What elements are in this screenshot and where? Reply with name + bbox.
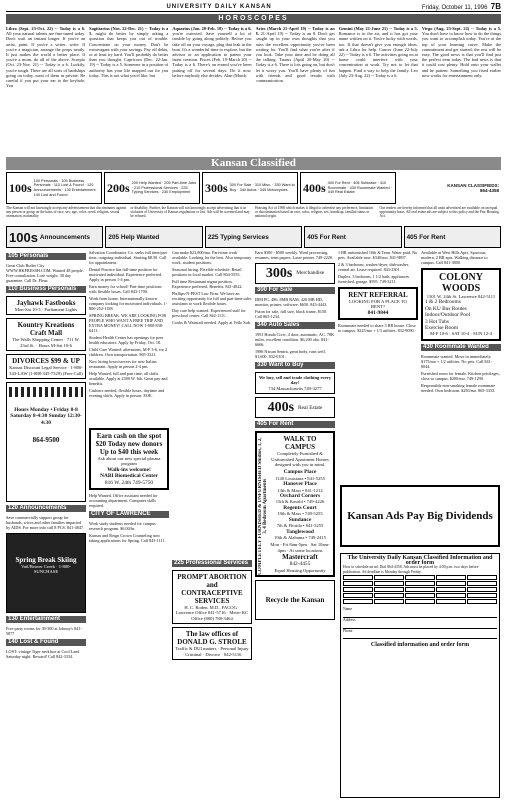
listing: Earn $300 - $500 weekly. Word processing, resumes, term papers. Laser printer. 749-2220. xyxy=(255,250,334,260)
colony-woods-ad: COLONY WOODS 1301 W. 24th St. Lawrence 842-5111 1 & 2 Bedrooms On KU Bus Routes Indoor/Outdoor Pool 3 Hot Tubs Exercise Room M-F 10-6 · SAT 10-4 · SUN 12-4 xyxy=(421,268,501,341)
ad-box: Hours Monday • Friday 8-8 Saturday 8-4:30 Sunday 12:30-4:30 864-9500 xyxy=(6,382,86,502)
subheading: CITY OF LAWRENCE xyxy=(89,511,169,518)
listing: Student Health Center has openings for peer health educators. Apply by Friday, Oct. 18. xyxy=(89,335,164,345)
category-300s[interactable]: 300s 300 For Sale · 310 Misc. · 330 Want to Buy · 340 Autos · 345 Motorcycles xyxy=(202,172,298,204)
ad-box: Jayhawk Fastbooks Mon-Sat 10-5 · Parliament Lights xyxy=(6,296,86,315)
listing: Roommate wanted. Move in immediately. $175/mo + 1/2 utilities. No pets. Call 841-0044. xyxy=(421,353,493,369)
listing: Work study students needed for campus research program. $6.00/hr. xyxy=(89,521,156,532)
section-header: 205 Help Wanted xyxy=(105,226,202,248)
listing: Work from home. Internationally known company looking for motivated individuals. 1-800-252-1188. xyxy=(89,296,168,311)
column-2 xyxy=(89,250,169,795)
listing: Phillips-N-PEST Law Firm. We have an exciting opportunity for full and part-time sales assistants to work flexible hours. xyxy=(172,291,252,306)
classified-title: Kansan Classified xyxy=(6,157,501,170)
subheading: 330 Want to Buy xyxy=(255,362,335,369)
walk-to-campus-ad: COMPLETELY FURNISHED & UNFURNISHED Studios, 1, 2, 3, 4 Bedroom Apartments WALK TO CAMPUS Completely Furnished & Unfurnished Apartment Homes designed with you in mind. Campus Place 1140 Louisiana • 841-5255 Hanover Place 14th & Mass • 841-1212 Orchard Corners 15th & Kasold • 749-4226 Regents Court 19th & Mass • 749-5255 Sundance 7th & Florida • 841-5255 Tanglewood 19th & Alabama • 749-2415 Mon - Fri 8am-5pm · Sat 10am-4pm · At some locations Mastercraft 842-4455 Equal Housing Opportunity xyxy=(255,431,335,577)
word-grid[interactable] xyxy=(343,575,497,580)
listing: Kansas and Reign Crown Counseling now taking applications for Spring. Call 843-1111. xyxy=(89,533,166,544)
listing: 1991 Honda Civic, 4 door, automatic, AC, 78K miles, excellent condition. $6,200 obo. 841-6666. xyxy=(255,332,335,347)
listing: LOST: vintage Tiger necklace at Cool Land Saturday night. Reward! Call 842-3334. xyxy=(6,649,80,660)
column-4 xyxy=(255,250,335,795)
listing: Earn money for school! Part-time positions with flexible hours. Call 843-1700. xyxy=(89,284,162,294)
listing: Can make $23,000/mo. Part-time work available. Looking for the best. Also temporary work, student positions. xyxy=(172,250,252,265)
column-1 xyxy=(6,250,86,795)
listing: Cashiers needed, flexible hours, daytime and evening shifts. Apply in person. EOE. xyxy=(89,388,165,398)
listing: Duplex. 3 bedroom, 1 1/2 bath, appliances furnished, garage. $595. 749-3211. xyxy=(338,274,410,284)
listing: Roommate needed to share 3 BR house. Close to campus. $225/mo + 1/3 utilities. 832-9090. xyxy=(338,323,416,334)
phone-field[interactable] xyxy=(343,633,497,639)
ad-box: 400s Real Estate xyxy=(255,397,335,418)
listing: Dental Practice has full-time position for motivated individual. Experience preferred. Apply in person 1-4 pm. xyxy=(89,267,163,282)
subheading: 225 Professional Services xyxy=(172,560,252,567)
section-header: 405 For Rent xyxy=(404,226,501,248)
decorative-stripe xyxy=(9,387,83,397)
horoscope-column: Virgo (Aug. 23-Sept. 22) -- Today is a 5. You don't have to know how to do the things you want to accomplish today. You're at the top of your learning curve. Make the commitment and get started; the rest will be easy. The good news is that you'll find just the perfect item today. The bad news is that it could cost plenty. Hold onto your wallet and be patient. Something you fixed earlier now works for entertainment only. xyxy=(421,26,502,78)
page-number: 7B xyxy=(490,2,501,11)
rent-referral-ad: RENT REFERRAL LOOKING FOR A PLACE TO RENT? 841-9844 xyxy=(338,287,418,320)
listing: Help Wanted. Office assistant needed for accounting department. Computer skills required. xyxy=(89,493,158,509)
ad-policy: The Kansan will not knowingly accept any advertisement that discriminates against any person or group on the basis of race, sex, age, color, creed, religion, sexual orientation, nationality or disability. Further, the Kansan will not knowingly accept advertising that is in violation of University of Kansas regulations or law. Ads will be screened and may be refused. Housing Act of 1968 which makes it illegal to advertise any preference, limitation or discrimination based on race, color, religion, sex, handicap, familial status or national origin. Our readers are hereby informed that all units advertised are available on an equal opportunity basis. All real estate ads are subject to this policy and the Fair Housing Act. xyxy=(6,206,499,219)
masthead xyxy=(6,2,501,12)
ad-box: Kountry Kreations Craft Mall The Walls Shopping Center · 711 W. 23rd St. · Hours M-Sat 10-6 xyxy=(6,318,86,351)
listing: Salvation Coordinator. Co. seeks full time/part time, outgoing individual. Starting $8.50. Call for appointment. xyxy=(89,250,168,265)
listing: SPRING BREAK. WE ARE LOOKING FOR PEOPLE WHO WANT A FREE TRIP AND EXTRA MONEY! CALL NOW 1-800-838-6411. xyxy=(89,313,167,333)
listing: Available at West Hills Apts. Spacious, modern, 2 BR apts. Walking distance to campus. Call 841-3800. xyxy=(421,250,488,265)
dividends-ad: Kansan Ads Pay Big Dividends xyxy=(340,485,500,547)
column-3 xyxy=(172,250,252,795)
horoscope-column: Gemini (May 21-June 21) -- Today is a 5. Romance is in the air, and it has got your name written on it. You're lucky with words, too. If that doesn't give you enough ideas, ask a Libra for help. Cancer (June 22-July 22) -- Today is a 6. The activities going on at home could interfere with your concentration at work. Try not to let that happen. Find a way to help the family. Leo (July 23-Aug. 22) -- Today is a 6. xyxy=(338,26,418,78)
order-form[interactable]: The University Daily Kansan Classified Information and order form How to schedule an ad: Dial 864-4358. Ads must be placed by 4:00 p.m. two days before publication. Ad deadline is Monday through Friday. Name Address Phone Classified information and order form xyxy=(340,553,500,798)
listing: Now hiring hosts/servers for new Italian restaurant. Apply in person 2-4 pm. xyxy=(89,359,157,369)
ad-box: We buy, sell and trade clothing every day! 734 Massachusetts 749-3277 xyxy=(255,372,335,394)
category-index xyxy=(6,172,501,204)
classified-phone: KANSAN CLASSIFIEDS: 864-4358 xyxy=(447,183,499,193)
ad-box: Spring Break Skiing Vail/Beaver Creek · 1-800-SUNCHASE xyxy=(6,533,86,613)
subheading: 130 Entertainment xyxy=(6,616,86,623)
listing: Cooks & Waitstaff needed. Apply at Yello Sub. xyxy=(172,320,251,325)
form-name-label: Name xyxy=(343,607,353,612)
form-phone-label: Phone xyxy=(343,628,353,633)
listing: 1986 Nissan Sentra, great body, runs well. $1,600. 832-0101. xyxy=(255,349,326,359)
ad-box: Recycle the Kansan xyxy=(255,580,335,620)
category-400s[interactable]: 400s 400 For Rent · 405 Sublease · 410 Roommate · 430 Roommate Wanted · 440 Real Estate xyxy=(300,172,396,204)
ad-box: PROMPT ABORTION and CONTRACEPTIVE SERVICES H. C. Roden, M.D., FACOG · Lawrence Office 841-5716 · Metro KC Office (800) 780-3464 xyxy=(172,570,252,624)
listing: Great Club Buffet City WWW.HKFRESSH.COM. Wanted 48 people. Free consultation. Lose weight. 30 day guarantee. Call Dr. Fleur. xyxy=(6,263,84,283)
ad-box: The law offices of DONALD G. STROLE Traffic & DUI matters · Personal Injury · Criminal · Divorce · 842-5116 xyxy=(172,627,252,660)
subheading: 140 Lost & Found xyxy=(6,639,86,646)
form-address-label: Address xyxy=(343,617,356,622)
section-header: 405 For Rent xyxy=(304,226,401,248)
listing: Furnished room for female. Kitchen privileges, close to campus. $200/mo. 749-1290. xyxy=(421,370,500,381)
listing: Seasonal hiring. Flexible schedule. Retail positions in local market. Call 864-5555. xyxy=(172,267,242,277)
listing: Responsible non-smoking female roommate needed. Own bedroom. $250/mo. 865-3333. xyxy=(421,382,496,393)
listing: Full time Restaurant mgmt position. Experience preferred. Benefits. 841-4022. xyxy=(172,279,243,289)
horoscope-column: Sagittarius (Nov. 22-Dec. 21) -- Today is a 5. might do better by simply asking a question that keeps you out of trouble. Concentrate on your money. Don't be extravagant with your savings. Pay off debts, or at least try hard. You'll probably do better than you thought. Capricorn (Dec. 22-Jan. 19) -- Today is a 5. Someone in a position of authority has your life mapped out for you today. This is not what you'd like, but xyxy=(89,26,169,78)
subheading: 120 Announcements xyxy=(6,505,86,512)
listing: Day care help wanted. Experienced staff for preschool center. Call 842-1111. xyxy=(172,308,246,318)
horoscopes-section xyxy=(6,26,501,154)
listing: 2 & 3 bedroom, washer/dryer, dishwasher, central air. Lease required. 843-2301. xyxy=(338,262,410,272)
subheading: 110 Business Personals xyxy=(6,286,86,293)
listing: IBM PC, 486, 8MB RAM, 420 MB HD, monitor, printer, software. $650. 843-4443. xyxy=(255,297,328,307)
ad-box: DIVORCES $99 & UP Kansas Discount Legal Service · 1-800-343-LAW (1-888-345-7529) (Free Call) xyxy=(6,354,86,379)
subheading: 430 Roommate Wanted xyxy=(421,344,501,351)
listing: Help Wanted, full and part time, all shifts available. Apply at 2300 W. 6th. Great pay and benefits. xyxy=(89,371,168,386)
horoscope-column: Libra (Sept. 23-Oct. 22) -- Today is a 6. All your natural talents are fine-tuned today. Don't wait an instant longer. If you're an artist, paint. If you're a writer, write. If you're a magician, arrange the props neatly. It just makes the world a better place. If you're a mom, do all of the above. Scorpio (Oct. 23-Nov. 21) -- Today is a 6. Luckily, you're tough. There are all sorts of hardships going on today, most of them in private. Be careful if you put your ear to the keyhole. You xyxy=(6,26,86,89)
ad-box: 300s Merchandise xyxy=(255,263,335,284)
subheading: 300 For Sale xyxy=(255,287,335,294)
section-header: 225 Typing Services xyxy=(205,226,302,248)
subheading: 340 Auto Sales xyxy=(255,322,335,329)
subheading: 105 Personals xyxy=(6,253,86,260)
listing-filler xyxy=(172,327,252,557)
listing: Child Care Wanted: afternoons, M-F 3-6, for 2 children. Own transportation. 865-3321. xyxy=(89,347,168,357)
horoscope-column: Aries (March 21-April 19) -- Today is an 8. 21-April 19) -- Today is an 8. Don't get caught up in your own thoughts that you miss the excellent opportunity you've been waiting for. You'll find what you're after if you look. Take your time and be doing all the talking. Taurus (April 20-May 20) -- Today is a 6. There is lots going on, but don't let it worry you. You'll have plenty of fun with friends and good results with communication. xyxy=(255,26,335,84)
ad-box xyxy=(338,336,418,340)
listing: Save commercially support group for husbands, wives and other families impacted by AIDS. For more info call 8 PCS. 841-4847. xyxy=(6,515,85,531)
ad-box: Earn cash on the spot $20 Today new donors Up to $40 this week Ask about our new special plasma program Walk-ins welcome! NABI Biomedical Center 816 W. 24th 749-5750 xyxy=(89,428,169,490)
category-100s[interactable]: 100s 100 Personals · 105 Business Personals · 110 Lost & Found · 120 Announcements · 130 Entertainment · 140 Lost and Found xyxy=(6,172,102,204)
horoscopes-title: HOROSCOPES xyxy=(6,14,501,24)
issue-date: Friday, October 11, 1996 7B xyxy=(421,2,501,11)
listing: Free party rooms for 30-300 at Johnny's 841-5877 xyxy=(6,626,82,637)
listing: Futon for sale, full size, black frame, $150. Call 865-1234. xyxy=(255,309,328,319)
horoscope-column: Aquarius (Jan. 20-Feb. 18) -- Today is a 6. you're outvoted. Save yourself a lot of trouble by going along politely. Before you take off on your voyage, plug that leak in the boat. It's a wonderful time to explore, but the advisor or an application to patent your latest creation. Pisces (Feb. 19-March 20) -- Today is a 6. There's an errand you've been putting off for several days. Do it now, before anybody else decides. Alan (March xyxy=(172,26,252,78)
newspaper-name: UNIVERSITY DAILY KANSAN xyxy=(166,3,272,10)
section-headers xyxy=(6,226,501,248)
section-header: 100s Announcements xyxy=(6,226,103,248)
subheading: 405 For Rent xyxy=(255,421,335,428)
category-200s[interactable]: 200s 200 Help Wanted · 205 Part-time Jobs · 210 Professional Services · 225 Typing Services · 230 Employment xyxy=(104,172,200,204)
listing: 1 BR unfurnished 10th & Tenn. Water paid. No pets. Available now. $340/mo. 841-9897. xyxy=(338,250,418,260)
